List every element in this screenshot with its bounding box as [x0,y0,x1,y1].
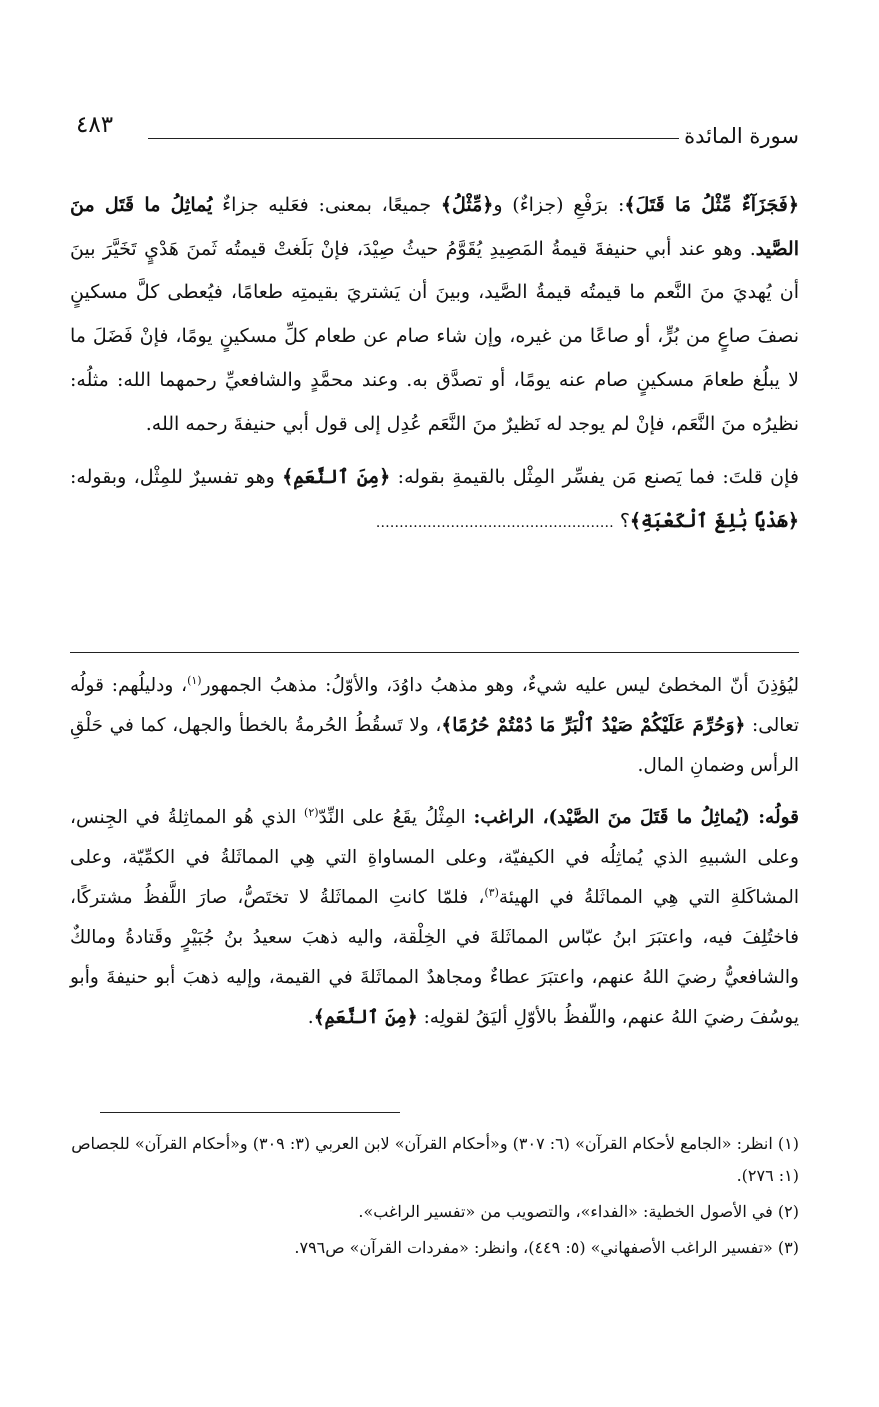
text-run: وهو تفسيرٌ للمِثْل، وبقوله: [70,466,283,489]
text-run: الذي هُو المماثِلةُ في الجِنس، وعلى الشبيهِ الذي يُماثِلُه في الكيفيّة، وعلى المساواةِ التي هِي المماثَلةُ في الكمِّيّة، وعلى المشاكَلةِ التي هِي المماثَلةُ في الهيئة [70,807,800,908]
bold-text: يُماثِلُ ما قَتَل منَ الصَّيد [70,194,799,260]
footnote-3: (٣) «تفسير الراغب الأصفهاني» (٥: ٤٤٩)، وانظر: «مفردات القرآن» ص٧٩٦. [294,1238,799,1257]
footnote-ref: (١) [187,673,202,687]
text-run: . [307,1007,314,1028]
verse-quote: ﴿مِّثْلُ﴾ [440,194,494,216]
footnote-ref: (٢) [304,805,319,819]
text-run: ، ودليلُهم: قولُه تعالى: [70,675,799,736]
footnote-ref: (٣) [484,885,499,899]
verse-quote: ﴿مِنَ ٱلنَّعَمِ﴾ [313,1007,418,1028]
commentary-paragraph-2 [70,798,799,1038]
page-number: ٤٨٣ [76,112,114,138]
text-run: ليُؤذِنَ أنّ المخطئ ليس عليه شيءٌ، وهو مذهبُ داوُدَ، والأوّلُ: مذهبُ الجمهور [201,675,799,696]
verse-quote: ﴿وَحُرِّمَ عَلَيْكُمْ صَيْدُ ٱلْبَرِّ مَا دُمْتُمْ حُرُمًا﴾ [441,715,746,736]
text-run: ، فلمّا كانتِ المماثَلةُ لا تختَصُّ، صارَ اللَّفظُ مشتركًا، فاختُلِفَ فيه، واعتبَرَ ابنُ عبّاس المماثَلةَ في الخِلْقة، واليه ذهبَ سعيدُ بنُ جُبَيْرٍ وقَتادةُ ومالكٌ والشافعيُّ رضيَ اللهُ عنهم، واعتبَرَ عطاءٌ ومجاهدٌ المماثَلةَ في القيمة، وإليه ذهبَ أبو حنيفةَ وأبو يوسُفَ رضيَ اللهُ عنهم، واللّفظُ بالأوّلِ أليَقُ لقولِه: [70,887,799,1028]
main-paragraph-2 [70,456,799,545]
surah-name: سورة المائدة [684,124,799,148]
dotted-leader: …………………………………………… [375,514,614,531]
commentary-text [70,666,799,1038]
commentary-paragraph-1 [70,666,799,786]
section-separator [70,652,799,653]
bold-text: قولُه: (يُماثِلُ ما قَتَلَ منَ الصَّيْد)، الراغب: [473,807,799,828]
main-text [70,184,799,546]
verse-quote: ﴿فَجَزَآءٌ مِّثْلُ مَا قَتَلَ﴾ [624,194,800,216]
text-run: جميعًا، بمعنى: فعَليه جزاءٌ [212,194,441,216]
text-run: . وهو عند أبي حنيفةَ قيمةُ المَصِيدِ يُقَوَّمُ حيثُ صِيْدَ، فإنْ بَلَغتْ قيمتُه ثَمنَ هَدْيٍ تَخَيَّرَ بينَ أن يُهديَ منَ النَّعم ما قيمتُه قيمةُ الصَّيد، وبينَ أن يَشتريَ بقيمتِه طعامًا، فيُعطى كلَّ مسكينٍ نصفَ صاعٍ من بُرٍّ، أو صاعًا من غيره، وإن شاء صام عن طعام كلِّ مسكينٍ يومًا، فإنْ فَضَلَ ما لا يبلُغ طعامَ مسكينٍ صام عنه يومًا، أو تصدَّق به. وعند محمَّدٍ والشافعيِّ رحمهما الله: مثلُه: نظيرُه منَ النَّعَم، فإنْ لم يوجد له نَظيرٌ منَ النَّعَم عُدِل إلى قول أبي حنيفةَ رحمه الله. [70,237,799,435]
text-run: المِثْلُ يقَعُ على النِّدّ [318,807,474,828]
text-run: ، ولا تَسقُطُ الحُرمةُ بالخطأ والجهل، كما في حَلْقِ الرأس وضمانِ المال. [70,715,799,776]
footnote-rule [100,1112,400,1113]
text-run: فإن قلتَ: فما يَصنع مَن يفسِّر المِثْل بالقيمةِ بقوله: [390,466,800,489]
footnotes [70,1128,799,1264]
header-rule [148,138,679,139]
footnote-2: (٢) في الأصول الخطية: «الفداء»، والتصويب من «تفسير الراغب». [358,1202,799,1221]
verse-quote: ﴿هَدْيًا بَٰلِغَ ٱلْكَعْبَةِ﴾ [629,509,799,532]
text-run: ؟ [619,509,630,532]
page [70,0,799,1407]
main-paragraph-1 [70,184,799,446]
page-header [70,112,799,160]
verse-quote: ﴿مِنَ ٱلنَّعَمِ﴾ [282,466,391,489]
text-run: : برَفْعِ (جزاءٌ) و [493,194,625,216]
footnote-1: (١) انظر: «الجامع لأحكام القرآن» (٦: ٣٠٧) و«أحكام القرآن» لابن العربي (٣: ٣٠٩) و«أحكام القرآن» للجصاص (١: ٢٧٦). [71,1134,799,1185]
